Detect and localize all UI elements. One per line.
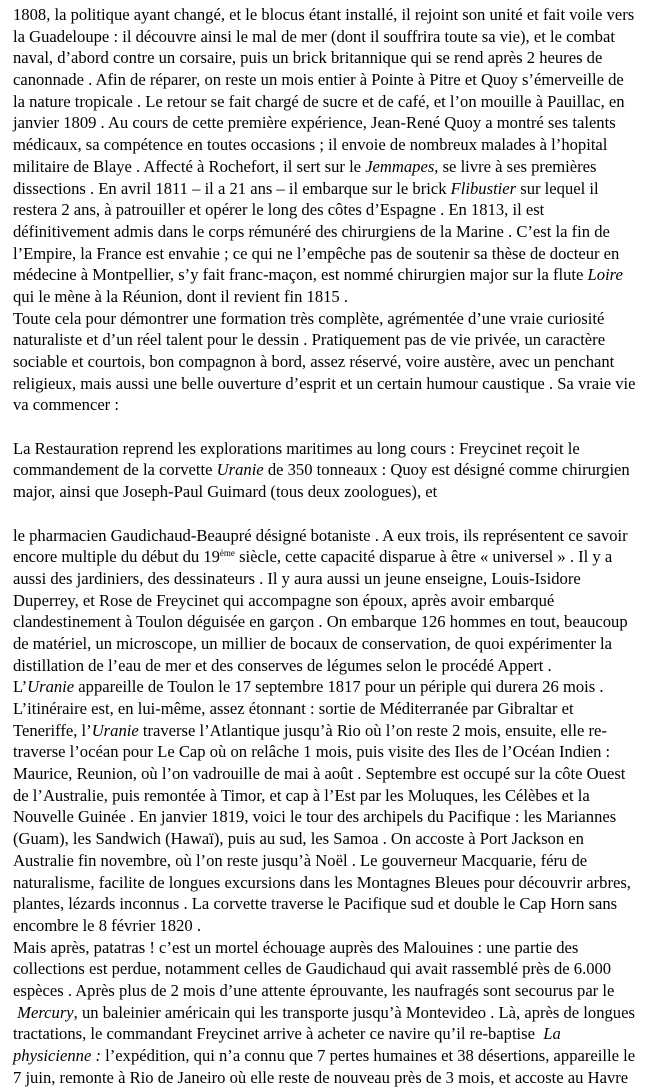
text-run: siècle, cette capacité disparue à être « universel » . Il y a [234,547,613,567]
text-line: naturaliste et d’un réel talent pour le dessin . Pratiquement pas de vie privée, un caractère [13,330,606,350]
document-page [13,0,658,1088]
text-line: Toute cela pour démontrer une formation très complète, agrémentée d’une vraie curiosité [13,308,605,328]
text-run: dissections . En avril 1811 – il a 21 ans – il embarque sur le brick [13,178,451,198]
text-line: Nouvelle Guinée . En janvier 1819, voici le tour des archipels du Pacifique : les Mariannes [13,807,617,827]
text-line [13,1002,658,1024]
text-line [13,676,658,698]
text-line: major, ainsi que Joseph-Paul Guimard (tous deux zoologues), et [13,482,438,502]
blank-line [13,503,658,525]
text-line: l’Empire, la France est envahie ; ce qui ne l’empêche pas de soutenir sa thèse de docteur en [13,243,620,263]
text-line: Mais après, patatras ! c’est un mortel échouage auprès des Malouines : une partie des [13,937,579,957]
text-line [13,459,658,481]
text-run: tractations, le commandant Freycinet arrive à acheter ce navire qu’il re-baptise [13,1024,544,1044]
text-line: médicaux, sa compétence en toutes occasions ; il envoie de nombreux malades à l’hopital [13,135,608,155]
text-line: canonnade . Afin de réparer, on reste un mois entier à Pointe à Pitre et Quoy s’émerveille de [13,70,624,90]
paragraph-character [13,308,658,416]
text-line: naval, d’abord contre un corsaire, puis un brick britannique qui se rend après 2 heures de [13,48,603,68]
text-line [13,264,658,286]
text-line: Maurice, Reunion, où l’on vadrouille de mai à août . Septembre est occupé sur la côte Ouest [13,764,626,784]
ship-name: Mercury [17,1002,74,1022]
text-line [13,1023,658,1045]
text-line: encombre le 8 février 1820 . [13,915,201,935]
text-line [13,156,658,178]
text-line [13,1045,658,1067]
paragraph-voyage [13,525,658,937]
text-line: qui le mène à la Réunion, dont il revient fin 1815 . [13,286,349,306]
text-line: religieux, mais aussi une belle ouverture d’esprit et un certain humour caustique . Sa vraie vie [13,373,636,393]
text-line: La Restauration reprend les explorations maritimes au long cours : Freycinet reçoit le [13,438,580,458]
text-line [13,546,658,568]
text-run: médecine à Montpellier, s’y fait franc-maçon, est nommé chirurgien major sur la flute [13,265,588,285]
ship-name: Uranie [91,720,139,740]
text-line: de l’Australie, puis remontée à Timor, et cap à l’Est par les Moluques, les Célèbes et la [13,785,590,805]
text-line [13,720,658,742]
text-line: 1808, la politique ayant changé, et le blocus étant installé, il rejoint son unité et fait voile vers [13,5,635,24]
text-line: la Guadeloupe : il découvre ainsi le mal de mer (dont il souffrira toute sa vie), et le combat [13,26,615,46]
text-line: Duperrey, et Rose de Freycinet qui accompagne son époux, après avoir embarqué [13,590,555,610]
paragraph-shipwreck [13,937,658,1088]
text-run: L’ [13,677,28,697]
text-line: de matériel, un microscope, un millier de bocaux de conservation, de quoi expérimenter la [13,633,613,653]
ship-name: Loire [587,265,623,285]
ship-name: Flibustier [450,178,517,198]
text-line: clandestinement à Toulon déguisée en garçon . On embarque 126 hommes en tout, beaucoup [13,612,628,632]
text-run: l’expédition, qui n’a connu que 7 pertes humaines et 38 désertions, appareille le [101,1046,636,1065]
text-line: espèces . Après plus de 2 mois d’une attente éprouvante, les naufragés sont secourus par le [13,980,615,1000]
text-line: va commencer : [13,395,119,415]
text-line: distillation de l’eau de mer et des conserves de légumes selon le procédé Appert . [13,655,552,675]
blank-line [13,416,658,438]
ship-name: La [543,1024,561,1044]
text-line: sociable et courtois, bon compagnon à bord, assez réservé, voire austère, avec un penchant [13,352,615,371]
text-line: plantes, lézards inconnus . La corvette traverse le Pacifique sud et double le Cap Horn sans [13,894,618,914]
superscript: ème [219,548,235,559]
text-run: de 350 tonneaux : Quoy est désigné comme chirurgien [263,460,630,480]
text-line: collections est perdue, notamment celles de Gaudichaud qui avait rassemblé près de 6.000 [13,959,612,979]
text-line: L’itinéraire est, en lui-même, assez étonnant : sortie de Méditerranée par Gibraltar et [13,699,574,718]
ship-name: physicienne : [13,1046,102,1065]
text-run: commandement de la corvette [13,460,217,480]
text-line: (Guam), les Sandwich (Hawaï), puis au sud, les Samoa . On accoste à Port Jackson en [13,829,584,849]
paragraph-restauration [13,438,658,503]
paragraph-early-career [13,4,658,308]
text-line: le pharmacien Gaudichaud-Beaupré désigné botaniste . A eux trois, ils représentent ce savoir [13,525,628,545]
text-line: aussi des jardiniers, des dessinateurs . Il y aura aussi un jeune enseigne, Louis-Isidore [13,568,581,588]
text-run: sur lequel il [516,178,599,198]
text-run: appareille de Toulon le 17 septembre 1817 pour un périple qui durera 26 mois . [74,677,604,697]
text-line: janvier 1809 . Au cours de cette première expérience, Jean-René Quoy a montré ses talents [13,113,616,133]
text-line [13,178,658,200]
text-line: Australie fin novembre, où l’on reste jusqu’à Noël . Le gouverneur Macquarie, féru de [13,850,588,870]
text-run: Teneriffe, l’ [13,720,92,740]
text-line: la nature tropicale . Le retour se fait chargé de sucre et de café, et l’on mouille à Pauillac, en [13,91,625,111]
ship-name: Jemmapes, [365,156,439,176]
text-line: naturalisme, facilite de longues excursions dans les Montagnes Bleues pour découvrir arbres, [13,872,631,892]
text-line: restera 2 ans, à patrouiller et opérer le long des côtes d’Espagne . En 1813, il est [13,200,545,220]
text-run: , un baleinier américain qui les transporte jusqu’à Montevideo . Là, après de longues [73,1002,635,1022]
text-line: traverse l’océan pour Le Cap où on relâche 1 mois, puis visite des Iles de l’Océan Indien : [13,742,611,762]
text-run: traverse l’Atlantique jusqu’à Rio où l’on reste 2 mois, ensuite, elle re- [138,720,607,740]
text-run: se livre à ses premières [438,156,597,176]
text-run: encore multiple du début du 19 [13,547,220,567]
text-line: définitivement admis dans le corps rémunéré des chirurgiens de la Marine . C’est la fin de [13,221,610,241]
text-run: militaire de Blaye . Affecté à Rochefort, il sert sur le [13,156,366,176]
ship-name: Uranie [216,460,264,480]
ship-name: Uranie [27,677,75,697]
text-line: 7 juin, remonte à Rio de Janeiro où elle reste de nouveau près de 3 mois, et accoste au Havre [13,1067,629,1087]
